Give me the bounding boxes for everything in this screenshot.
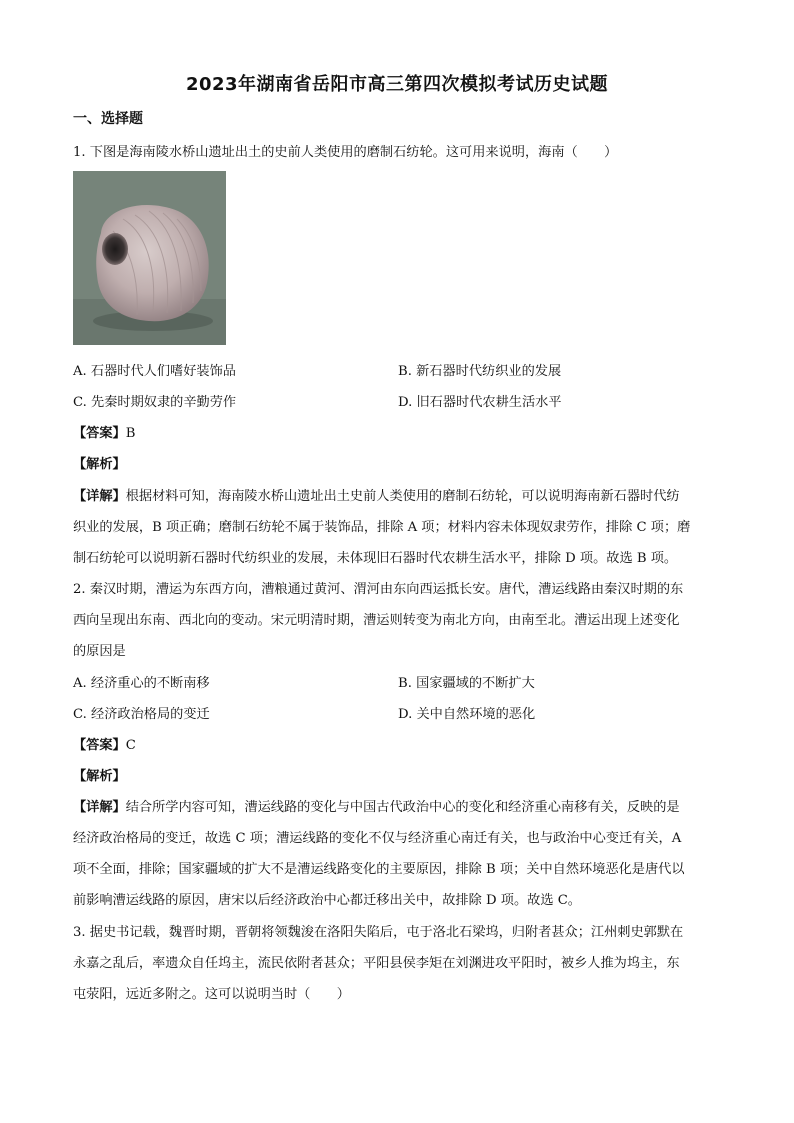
q1-detail-line-2: 织业的发展，B 项正确；磨制石纺轮不属于装饰品，排除 A 项；材料内容未体现奴隶劳作，排除 C 项；磨 [73,520,691,535]
detail-label: 【详解】 [73,800,126,815]
answer-value: B [125,426,136,441]
q2-option-d: D. 关中自然环境的恶化 [398,707,536,722]
q2-stem-line-3: 的原因是 [73,644,126,659]
page-title: 2023年湖南省岳阳市高三第四次模拟考试历史试题 [185,74,609,95]
q1-option-b: B. 新石器时代纺织业的发展 [398,364,562,379]
q2-detail-line-2: 经济政治格局的变迁，故选 C 项；漕运线路的变化不仅与经济重心南迁有关，也与政治中心变迁有关，A [73,831,682,846]
answer-value: C [125,738,136,753]
answer-label: 【答案】 [73,426,126,441]
q2-detail-line-1: 【详解】结合所学内容可知，漕运线路的变化与中国古代政治中心的变化和经济重心南移有关，反映的是 [73,800,680,815]
detail-label: 【详解】 [73,489,126,504]
spindle-whorl-image [73,171,226,345]
section-heading: 一、选择题 [73,111,143,127]
q3-stem-line-3: 屯荥阳，远近多附之。这可以说明当时（ ） [73,987,350,1002]
q1-answer [73,422,135,441]
spindle-whorl-photo [73,171,226,345]
q2-stem-line-2: 西向呈现出东南、西北向的变动。宋元明清时期，漕运则转变为南北方向，由南至北。漕运出现上述变化 [73,613,680,628]
answer-label: 【答案】 [73,738,126,753]
q1-option-d: D. 旧石器时代农耕生活水平 [398,395,562,410]
q1-option-a: A. 石器时代人们嗜好装饰品 [73,364,236,379]
q1-stem: 1. 下图是海南陵水桥山遗址出土的史前人类使用的磨制石纺轮。这可用来说明，海南（ ） [73,145,618,160]
q1-analysis [73,453,126,472]
q2-option-a: A. 经济重心的不断南移 [73,676,210,691]
q1-detail-line-3: 制石纺轮可以说明新石器时代纺织业的发展，未体现旧石器时代农耕生活水平，排除 D 项。故选 B 项。 [73,551,678,566]
q2-option-c: C. 经济政治格局的变迁 [73,707,210,722]
analysis-label: 【解析】 [73,769,126,784]
q2-option-b: B. 国家疆域的不断扩大 [398,676,535,691]
q2-detail-line-3: 项不全面，排除；国家疆域的扩大不是漕运线路变化的主要原因，排除 B 项；关中自然环境恶化是唐代以 [73,862,685,877]
q1-detail-line-1: 【详解】根据材料可知，海南陵水桥山遗址出土史前人类使用的磨制石纺轮，可以说明海南新石器时代纺 [73,489,680,504]
q2-answer [73,734,136,753]
q3-stem-line-2: 永嘉之乱后，率遗众自任坞主，流民依附者甚众；平阳县侯李矩在刘渊进攻平阳时，被乡人推为坞主，东 [73,956,680,971]
q2-detail-line-4: 前影响漕运线路的原因，唐宋以后经济政治中心都迁移出关中，故排除 D 项。故选 C。 [73,893,581,908]
q2-stem-line-1: 2. 秦汉时期，漕运为东西方向，漕粮通过黄河、渭河由东向西运抵长安。唐代，漕运线路由秦汉时期的东 [73,582,684,597]
q3-stem-line-1: 3. 据史书记载，魏晋时期，晋朝将领魏浚在洛阳失陷后，屯于洛北石梁坞，归附者甚众；江州刺史郭默在 [73,925,684,940]
analysis-label: 【解析】 [73,457,126,472]
q1-option-c: C. 先秦时期奴隶的辛勤劳作 [73,395,237,410]
q2-analysis [73,765,126,784]
